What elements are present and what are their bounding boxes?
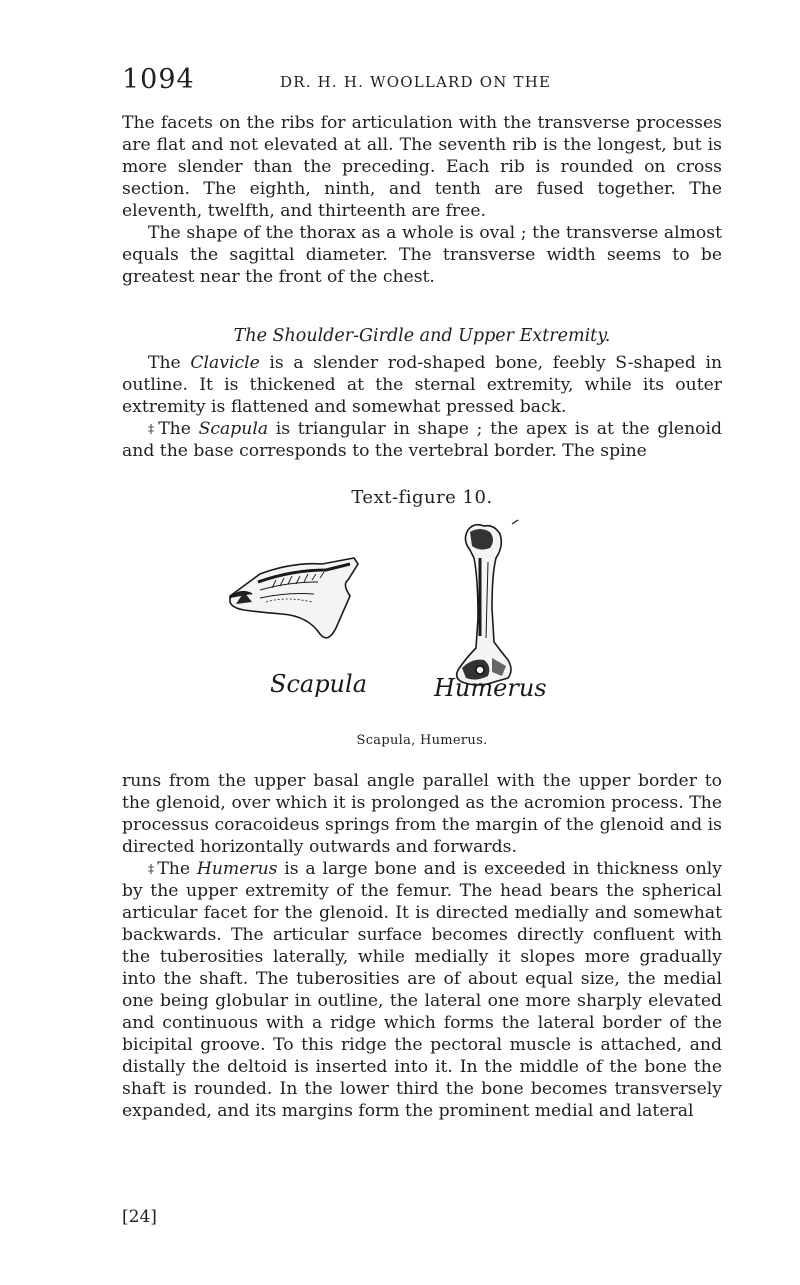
scapula-drawing	[230, 558, 358, 638]
figure-title: Text-figure 10.	[351, 487, 493, 508]
scapula-lead: The	[158, 419, 199, 439]
scapula-text: is triangular in shape ; the apex is at the glenoid and the base corresponds to the vertebral border. The spine	[122, 419, 722, 461]
clavicle-text: is a slender rod-shaped bone, feebly S-shaped in outline. It is thickened at the sternal extremity, while its outer extremity is flattened and somewhat pressed back.	[122, 353, 723, 417]
margin-mark-icon: ‡	[148, 862, 156, 876]
clavicle-lead: The	[148, 353, 191, 373]
ribs-paragraph: The facets on the ribs for articulation with the transverse processes are flat and not elevated at all. The seventh rib is the longest, but is more slender than the preceding. Each rib is rounded on cross section. The eighth, ninth, and tenth are fused together. The eleventh, twelfth, and thirteenth are free.	[122, 113, 722, 221]
thorax-paragraph: The shape of the thorax as a whole is oval ; the transverse almost equals the sagittal diameter. The transverse width seems to be greatest near the front of the chest.	[122, 223, 722, 287]
humerus-text: is a large bone and is exceeded in thickness only by the upper extremity of the femur. The head bears the spherical articular facet for the glenoid. It is directed medially and somewhat backwards. The articular surface becomes directly confluent with the tuberosities laterally, while medially it slopes more gradually into the shaft. The tuberosities are of about equal size, the medial one being globular in outline, the lateral one more sharply elevated and continuous with a ridge which forms the lateral border of the bicipital groove. To this ridge the pectoral muscle is attached, and distally the deltoid is inserted into it. In the middle of the bone the shaft is rounded. In the lower third the bone becomes transversely expanded, and its margins form the prominent medial and lateral	[122, 859, 723, 1121]
clavicle-term: Clavicle	[190, 353, 260, 373]
thorax-paragraphs	[122, 112, 722, 288]
humerus-paragraph	[122, 858, 722, 1122]
clavicle-paragraph	[122, 352, 722, 418]
shoulder-paragraphs	[122, 352, 722, 462]
handwritten-labels	[222, 658, 622, 718]
scapula-paragraph	[122, 418, 722, 462]
running-head: DR. H. H. WOOLLARD ON THE	[280, 73, 552, 91]
scapula-term: Scapula	[198, 419, 269, 439]
page-header	[122, 64, 722, 104]
plate-number: [24]	[122, 1207, 157, 1227]
figure-caption: Scapula, Humerus.	[356, 733, 488, 748]
lower-paragraphs	[122, 770, 722, 1122]
scapula-handwritten-label: Scapula	[270, 670, 367, 698]
scapula-humerus-figure	[222, 518, 622, 718]
margin-mark-icon: ‡	[148, 422, 157, 436]
spine-paragraph: runs from the upper basal angle parallel with the upper border to the glenoid, over which it is prolonged as the acromion process. The processus coracoideus springs from the margin of the glenoid and is directed horizontally outwards and forwards.	[122, 771, 722, 857]
humerus-lead: The	[157, 859, 197, 879]
section-heading: The Shoulder-Girdle and Upper Extremity.	[233, 326, 611, 346]
humerus-handwritten-label: Humerus	[434, 674, 547, 702]
page-number: 1094	[122, 64, 195, 95]
humerus-term: Humerus	[196, 859, 278, 879]
